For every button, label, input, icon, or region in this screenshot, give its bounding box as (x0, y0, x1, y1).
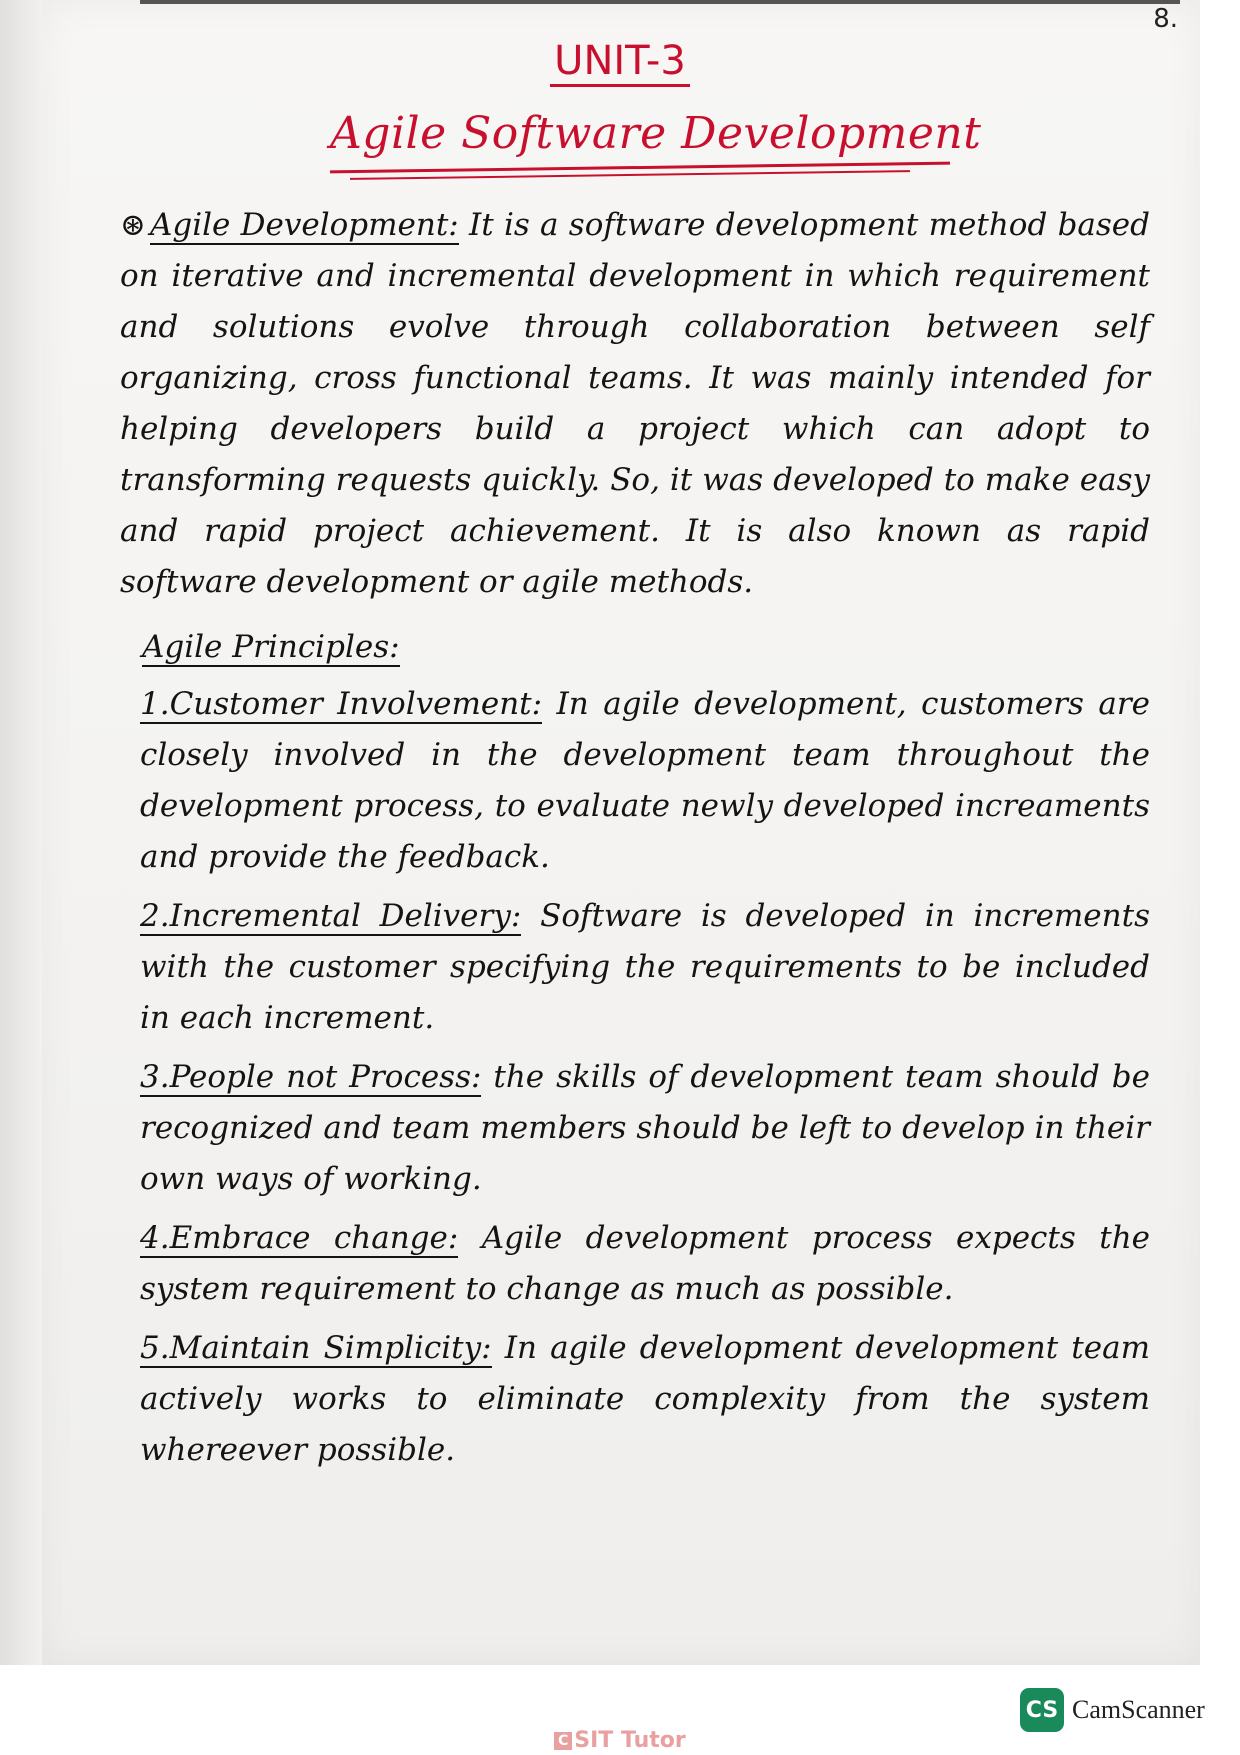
camscanner-name: CamScanner (1072, 1695, 1205, 1724)
principle-term-text: Maintain Simplicity: (169, 1330, 492, 1366)
principle-text: In agile development development team actively works to eliminate complexity from the system whereever possible. (140, 1330, 1150, 1468)
page-number: 8. (1153, 4, 1178, 34)
principle-item (140, 1213, 1150, 1315)
watermark-icon: C (554, 1732, 572, 1750)
watermark (0, 1728, 1240, 1753)
principles-heading-text: Agile Principles: (142, 629, 400, 665)
principle-text: Agile development process expects the system requirement to change as much as possible. (140, 1220, 1151, 1307)
principle-term (140, 1220, 458, 1258)
page-top-border (140, 0, 1180, 4)
principle-item (140, 1323, 1150, 1476)
camscanner-icon: CS (1020, 1688, 1064, 1732)
principle-item (140, 891, 1150, 1044)
principle-term (140, 686, 542, 724)
principle-item (140, 1052, 1150, 1205)
principles-heading (142, 622, 1150, 673)
principle-number: 4. (140, 1220, 170, 1256)
principle-term-text: Embrace change: (169, 1220, 459, 1256)
principle-number: 3. (140, 1059, 170, 1095)
intro-paragraph (120, 200, 1150, 608)
principle-item (140, 679, 1150, 883)
principle-term (140, 1330, 492, 1368)
principle-text: the skills of development team should be recognized and team members should be left to develop in their own ways of working. (140, 1059, 1150, 1197)
notes-content (120, 200, 1150, 1484)
unit-title (0, 38, 1240, 84)
principle-term (140, 1059, 481, 1097)
principle-term-text: Customer Involvement: (169, 686, 543, 722)
principle-text: Software is developed in increments with the customer specifying the requirements to be included in each increment. (140, 898, 1150, 1036)
principle-term-text: People not Process: (169, 1059, 482, 1095)
bullet-star-icon: ⊛ (120, 207, 146, 243)
principle-term-text: Incremental Delivery: (169, 898, 522, 934)
unit-title-text: UNIT-3 (550, 38, 690, 87)
paper-edge (0, 0, 42, 1665)
watermark-text: SIT Tutor (574, 1728, 686, 1753)
main-title: Agile Software Development (330, 108, 982, 159)
principle-term (140, 898, 521, 936)
principle-number: 5. (140, 1330, 170, 1366)
intro-text: It is a software development method based on iterative and incremental development in which requirement and solutions evolve through collaboration between self organizing, cross functional teams. It was mainly intended for helping developers build a project which can adopt to transforming requests quickly. So, it was developed to make easy and rapid project achievement. It is also known as rapid software development or agile methods. (120, 207, 1150, 600)
principle-text: In agile development, customers are closely involved in the development team throughout the development process, to evaluate newly developed increaments and provide the feedback. (140, 686, 1150, 875)
principle-number: 1. (140, 686, 170, 722)
camscanner-logo (1020, 1688, 1205, 1732)
principle-number: 2. (140, 898, 170, 934)
intro-term: Agile Development: (149, 207, 459, 243)
